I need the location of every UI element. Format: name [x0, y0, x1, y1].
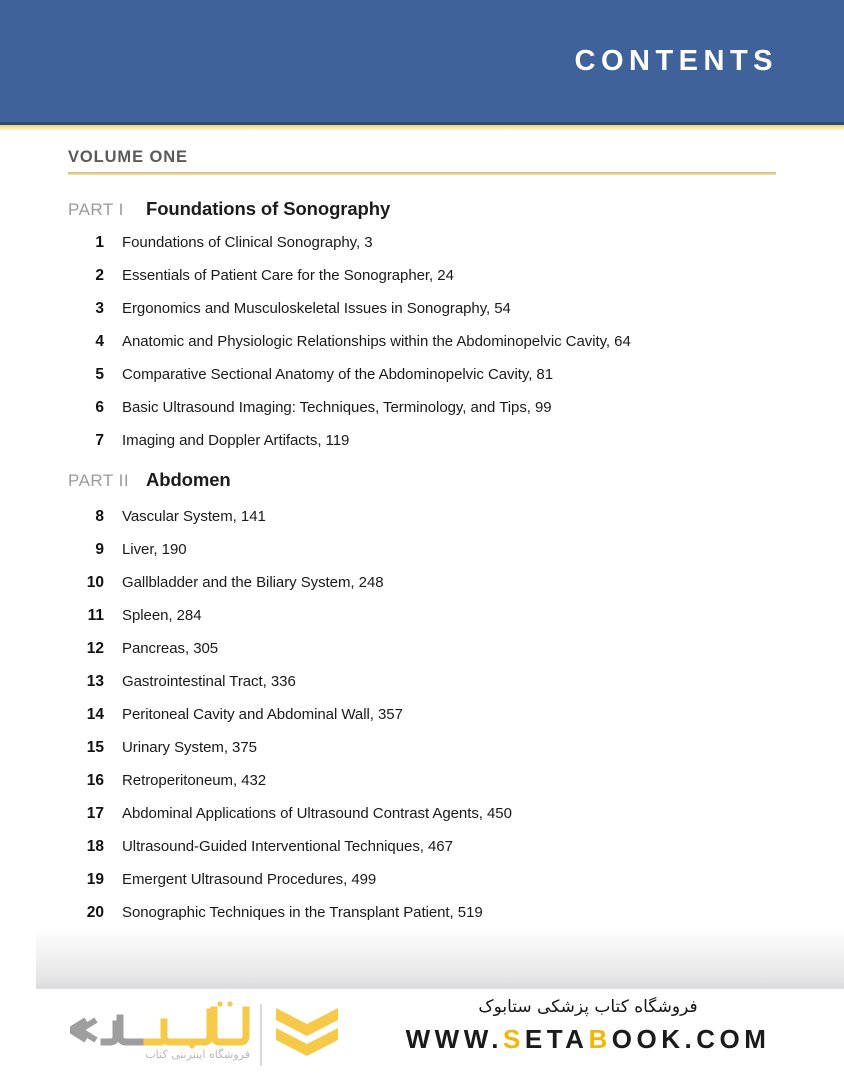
chapter-title: Pancreas, 305	[122, 640, 219, 657]
toc-entry[interactable]	[0, 541, 844, 563]
chapter-number: 10	[86, 574, 104, 591]
page-title: CONTENTS	[574, 45, 778, 77]
chapter-number: 19	[86, 871, 104, 888]
chapter-number: 18	[86, 838, 104, 855]
chapter-number: 20	[86, 904, 104, 921]
chapter-number: 14	[86, 706, 104, 723]
chapter-number: 3	[95, 300, 104, 317]
toc-entry[interactable]	[0, 838, 844, 860]
chapter-title: Liver, 190	[122, 541, 187, 558]
chapter-number: 5	[95, 366, 104, 383]
chapter-number: 16	[86, 772, 104, 789]
chapter-title: Sonographic Techniques in the Transplant Patient, 519	[122, 904, 483, 921]
chapter-title: Basic Ultrasound Imaging: Techniques, Terminology, and Tips, 99	[122, 399, 552, 416]
chapter-title: Comparative Sectional Anatomy of the Abdominopelvic Cavity, 81	[122, 366, 554, 383]
part-heading-2	[68, 469, 231, 491]
part-name: Foundations of Sonography	[146, 198, 391, 219]
chapter-title: Imaging and Doppler Artifacts, 119	[122, 432, 350, 449]
toc-entry[interactable]	[0, 706, 844, 728]
part-heading-1	[68, 198, 390, 220]
chapter-title: Abdominal Applications of Ultrasound Contrast Agents, 450	[122, 805, 512, 822]
toc-entry[interactable]	[0, 267, 844, 289]
chapter-title: Ergonomics and Musculoskeletal Issues in Sonography, 54	[122, 300, 511, 317]
chapter-title: Urinary System, 375	[122, 739, 257, 756]
chapter-title: Emergent Ultrasound Procedures, 499	[122, 871, 377, 888]
chapter-number: 6	[95, 399, 104, 416]
chapter-number: 12	[86, 640, 104, 657]
chapter-number: 17	[86, 805, 104, 822]
toc-entry[interactable]	[0, 904, 844, 926]
chapter-number: 4	[95, 333, 104, 350]
chapter-title: Vascular System, 141	[122, 508, 266, 525]
url-segment: OOK.COM	[611, 1024, 771, 1055]
url-segment: ETA	[524, 1024, 589, 1055]
toc-entry[interactable]	[0, 432, 844, 454]
chapter-title: Anatomic and Physiologic Relationships within the Abdominopelvic Cavity, 64	[122, 333, 631, 350]
footer-watermark	[0, 990, 844, 1080]
toc-entry[interactable]	[0, 871, 844, 893]
chapter-title: Ultrasound-Guided Interventional Techniques, 467	[122, 838, 453, 855]
footer-brand-text	[378, 996, 798, 1055]
page-header-band	[0, 0, 844, 122]
logo-divider	[260, 1004, 262, 1066]
toc-entry[interactable]	[0, 607, 844, 629]
toc-entry[interactable]	[0, 640, 844, 662]
chapter-title: Spleen, 284	[122, 607, 202, 624]
chapter-title: Gallbladder and the Biliary System, 248	[122, 574, 384, 591]
toc-entry[interactable]	[0, 399, 844, 421]
chapter-title: Retroperitoneum, 432	[122, 772, 267, 789]
chapter-number: 15	[86, 739, 104, 756]
part-name: Abdomen	[146, 469, 231, 490]
toc-entry[interactable]	[0, 508, 844, 530]
setabook-wordmark-icon	[70, 1000, 250, 1050]
setabook-chevron-icon	[276, 1008, 338, 1064]
chapter-number: 8	[95, 508, 104, 525]
chapter-number: 7	[95, 432, 104, 449]
volume-heading-block	[68, 148, 776, 175]
url-segment-accent: S	[503, 1024, 525, 1055]
toc-entry[interactable]	[0, 673, 844, 695]
chapter-number: 2	[95, 267, 104, 284]
volume-underline	[68, 172, 776, 175]
url-segment: WWW.	[405, 1024, 504, 1055]
toc-entry[interactable]	[0, 739, 844, 761]
toc-entry[interactable]	[0, 805, 844, 827]
chapter-number: 13	[86, 673, 104, 690]
footer-tagline: فروشگاه کتاب پزشکی ستابوک	[478, 997, 698, 1017]
chapter-title: Essentials of Patient Care for the Sonographer, 24	[122, 267, 454, 284]
toc-entry[interactable]	[0, 574, 844, 596]
toc-entry[interactable]	[0, 366, 844, 388]
toc-content	[0, 130, 844, 930]
chapter-title: Foundations of Clinical Sonography, 3	[122, 234, 373, 251]
setabook-logo[interactable]	[70, 996, 335, 1076]
chapter-number: 9	[95, 541, 104, 558]
url-segment-accent: B	[588, 1024, 612, 1055]
chapter-title: Gastrointestinal Tract, 336	[122, 673, 296, 690]
chapter-number: 11	[87, 607, 104, 624]
volume-title: VOLUME ONE	[68, 148, 188, 166]
part-label: PART II	[68, 471, 130, 490]
footer-url[interactable]	[378, 1024, 798, 1055]
toc-entry[interactable]	[0, 772, 844, 794]
chapter-title: Peritoneal Cavity and Abdominal Wall, 357	[122, 706, 403, 723]
toc-entry[interactable]	[0, 300, 844, 322]
part-label: PART I	[68, 200, 124, 219]
logo-subtitle: فروشگاه اینترنتی کتاب	[145, 1048, 250, 1061]
page-bottom-fade	[36, 928, 844, 990]
toc-entry[interactable]	[0, 234, 844, 256]
chapter-number: 1	[95, 234, 104, 251]
toc-entry[interactable]	[0, 333, 844, 355]
